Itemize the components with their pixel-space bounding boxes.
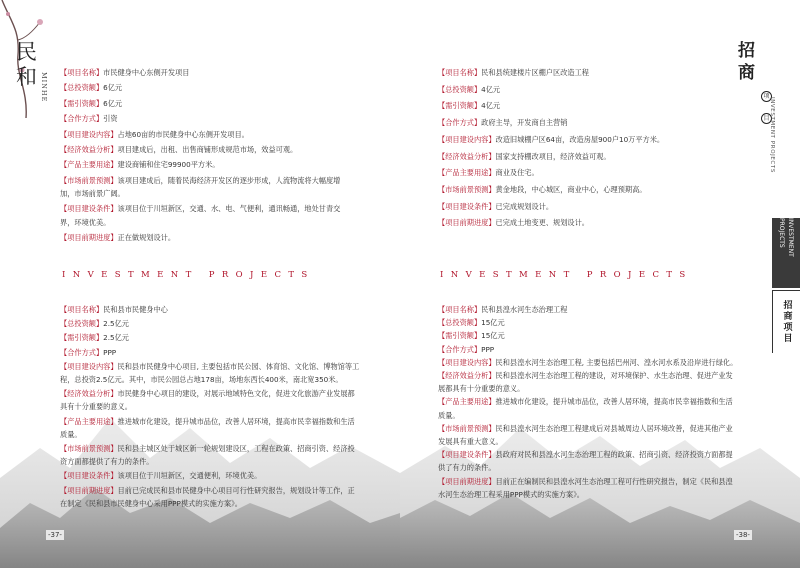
field-row — [438, 183, 738, 196]
field-label: 【经济效益分析】 — [60, 144, 118, 154]
right-title-top: 招 — [738, 41, 755, 61]
field-value: 推进城市化建设，提升城市品位，改善人居环境，提高市民幸福指数和生活质量。 — [60, 416, 355, 439]
field-value: 已完成土地变更、规划设计。 — [495, 218, 589, 228]
field-row — [60, 112, 350, 125]
right-page-number: -38- — [736, 531, 750, 539]
field-value: 占地60亩的市民健身中心东侧开发项目。 — [117, 129, 249, 139]
field-value: PPP — [481, 344, 495, 354]
field-row — [60, 158, 350, 171]
field-row — [438, 343, 738, 356]
field-value: 6亿元 — [103, 83, 123, 93]
field-row — [438, 200, 738, 213]
field-label: 【项目建设条件】 — [438, 450, 496, 460]
field-row — [60, 202, 350, 228]
right-title-small-1: 项 — [761, 91, 772, 102]
field-label: 【项目名称】 — [60, 305, 104, 314]
field-row — [438, 99, 738, 112]
field-row — [60, 442, 360, 468]
field-row — [60, 387, 360, 413]
field-value: 民和县湟水河生态治理工程建成后对县城周边人居环境改善，促进其他产业发展具有重大意义。 — [438, 423, 733, 447]
field-row — [438, 329, 738, 342]
field-label: 【需引资额】 — [438, 101, 482, 111]
right-subtitle: INVESTMENT PROJECTS — [769, 97, 775, 173]
field-label: 【项目前期进度】 — [438, 476, 496, 486]
field-label: 【总投资额】 — [438, 84, 482, 94]
field-value: 民和县主城区处于城区新一轮规划建设区，工程在政策、招商引资、经济投资方面都提供了有力的条件。 — [60, 444, 355, 467]
field-value: 民和县湟水河生态治理工程 — [481, 305, 568, 314]
field-row — [60, 231, 350, 244]
right-title-small-2: 目 — [761, 113, 772, 124]
field-label: 【合作方式】 — [438, 118, 482, 128]
field-row — [438, 116, 738, 129]
field-label: 【需引资额】 — [60, 333, 104, 343]
field-label: 【市场前景预测】 — [60, 444, 118, 454]
field-label: 【项目建设内容】 — [60, 361, 118, 371]
field-row — [60, 346, 360, 359]
right-project-1 — [438, 66, 738, 233]
field-value: 目前已完成民和县市民健身中心项目可行性研究报告，规划设计等工作，正在制定《民和县市民健身中心采用PPP模式的实施方案》。 — [60, 485, 355, 508]
field-row — [438, 166, 738, 179]
side-tab-chinese[interactable]: 招商项目 — [772, 290, 800, 353]
field-value: 4亿元 — [481, 101, 501, 111]
field-row — [438, 83, 738, 96]
field-label: 【需引资额】 — [60, 98, 104, 108]
field-value: 改造旧城棚户区64亩，改造房屋900户10万平方米。 — [495, 134, 665, 144]
field-row — [60, 415, 360, 441]
field-label: 【需引资额】 — [438, 331, 482, 341]
field-row — [438, 66, 738, 79]
field-row — [438, 216, 738, 229]
field-value: 民和县统建楼片区棚户区改造工程 — [481, 68, 589, 77]
left-page-number: -37- — [48, 531, 62, 539]
right-page — [400, 0, 800, 568]
field-row — [438, 316, 738, 329]
field-value: 4亿元 — [481, 84, 501, 94]
field-value: 目前正在编制民和县湟水河生态治理工程可行性研究报告，制定《民和县湟水河生态治理工程采用PPP模式的实施方案》。 — [438, 476, 733, 499]
left-section-divider: INVESTMENT PROJECTS — [62, 270, 315, 280]
field-label: 【市场前景预测】 — [438, 423, 496, 433]
field-value: 已完成规划设计。 — [495, 201, 554, 211]
field-row — [60, 303, 360, 316]
field-value: 引资 — [103, 114, 118, 124]
field-label: 【总投资额】 — [438, 318, 482, 328]
field-row — [438, 133, 738, 146]
field-label: 【项目建设条件】 — [438, 201, 496, 211]
field-value: 该项目建成后，随着民海经济开发区的逐步形成，人流物流将大幅度增加，市场前景广阔。 — [60, 175, 341, 198]
field-row — [60, 360, 360, 386]
left-project-2 — [60, 303, 360, 511]
field-value: 项目建成后，出租、出售商铺形成规范市场，效益可观。 — [117, 144, 298, 154]
field-label: 【合作方式】 — [60, 114, 104, 124]
field-label: 【经济效益分析】 — [438, 371, 496, 381]
field-value: 政府主导，开发商自主营销 — [481, 118, 568, 128]
field-label: 【项目前期进度】 — [60, 485, 118, 495]
field-value: 正在做规划设计。 — [117, 232, 176, 242]
field-value: 15亿元 — [481, 318, 505, 328]
field-row — [438, 356, 738, 369]
field-label: 【项目建设内容】 — [438, 357, 496, 367]
field-row — [60, 128, 350, 141]
field-row — [60, 317, 360, 330]
field-value: 2.5亿元 — [103, 319, 129, 329]
field-row — [438, 395, 738, 421]
field-label: 【产品主要用途】 — [60, 416, 118, 426]
field-label: 【总投资额】 — [60, 83, 104, 93]
field-value: 15亿元 — [481, 331, 505, 341]
field-label: 【合作方式】 — [60, 347, 104, 357]
field-label: 【项目名称】 — [60, 68, 104, 77]
field-label: 【项目建设条件】 — [60, 471, 118, 481]
left-project-1 — [60, 66, 350, 246]
field-row — [60, 174, 350, 200]
field-row — [438, 448, 738, 474]
field-value: 民和县市民健身中心 — [103, 305, 168, 314]
field-label: 【项目建设条件】 — [60, 204, 118, 214]
field-value: 6亿元 — [103, 98, 123, 108]
field-row — [60, 143, 350, 156]
field-value: 市民健身中心项目的建设，对展示地域特色文化，促进文化旅游产业发展都具有十分重要的意义。 — [60, 389, 355, 412]
field-label: 【经济效益分析】 — [60, 389, 118, 399]
field-row — [60, 484, 360, 510]
field-value: PPP — [103, 347, 117, 357]
field-value: 2.5亿元 — [103, 333, 129, 343]
field-label: 【总投资额】 — [60, 319, 104, 329]
field-label: 【市场前景预测】 — [60, 175, 118, 185]
field-value: 该项目位于川垣新区，交通便利，环境优美。 — [117, 471, 262, 481]
field-label: 【项目建设内容】 — [60, 129, 118, 139]
field-label: 【产品主要用途】 — [438, 397, 496, 407]
field-row — [60, 97, 350, 110]
field-value: 该项目位于川垣新区，交通、水、电、气便利，通讯畅通，地处甘青交界，环境优美。 — [60, 204, 341, 227]
field-label: 【产品主要用途】 — [438, 168, 496, 178]
field-value: 民和县湟水河生态治理工程, 主要包括巴州河、湟水河水系及沿岸进行绿化。 — [495, 357, 738, 367]
field-row — [60, 81, 350, 94]
field-value: 民和县市民健身中心项目, 主要包括市民公园、体育馆、文化馆、博物馆等工程，总投资2.5亿元。其中，市民公园总占地178亩，场地东西长400米，南北宽350米。 — [60, 361, 360, 385]
field-row — [438, 303, 738, 316]
left-title: 民和 — [16, 40, 37, 89]
field-label: 【项目名称】 — [438, 68, 482, 77]
field-row — [438, 475, 738, 501]
side-tab-english[interactable]: INVESTMENT PROJECTS — [772, 218, 800, 288]
field-value: 黄金地段，中心城区，商业中心，心理预期高。 — [495, 184, 647, 194]
field-label: 【项目前期进度】 — [438, 218, 496, 228]
field-row — [60, 66, 350, 79]
field-value: 商业及住宅。 — [495, 168, 539, 178]
field-row — [438, 369, 738, 395]
field-label: 【市场前景预测】 — [438, 184, 496, 194]
field-label: 【项目前期进度】 — [60, 232, 118, 242]
field-label: 【合作方式】 — [438, 344, 482, 354]
field-value: 推进城市化建设，提升城市品位，改善人居环境，提高市民幸福指数和生活质量。 — [438, 397, 733, 420]
right-project-2 — [438, 303, 738, 501]
right-title — [738, 40, 772, 126]
right-section-divider: INVESTMENT PROJECTS — [440, 270, 693, 280]
field-label: 【产品主要用途】 — [60, 160, 118, 170]
left-subtitle: MINHE — [40, 72, 48, 103]
field-value: 建设商铺和住宅99900平方米。 — [117, 160, 220, 170]
right-title-mid: 商 — [738, 63, 755, 83]
field-label: 【经济效益分析】 — [438, 151, 496, 161]
field-value: 县政府对民和县湟水河生态治理工程的政策、招商引资、经济投资方面都提供了有力的条件。 — [438, 450, 733, 473]
field-label: 【项目名称】 — [438, 305, 482, 314]
field-row — [438, 150, 738, 163]
field-value: 市民健身中心东侧开发项目 — [103, 68, 190, 77]
field-row — [60, 469, 360, 482]
field-label: 【项目建设内容】 — [438, 134, 496, 144]
field-value: 民和县湟水河生态治理工程的建设，对环境保护、水生态治理、促进产业发展都具有十分重要的意义。 — [438, 371, 733, 394]
field-row — [438, 422, 738, 448]
field-row — [60, 331, 360, 344]
field-value: 国家支持棚改项目，经济效益可观。 — [495, 151, 611, 161]
